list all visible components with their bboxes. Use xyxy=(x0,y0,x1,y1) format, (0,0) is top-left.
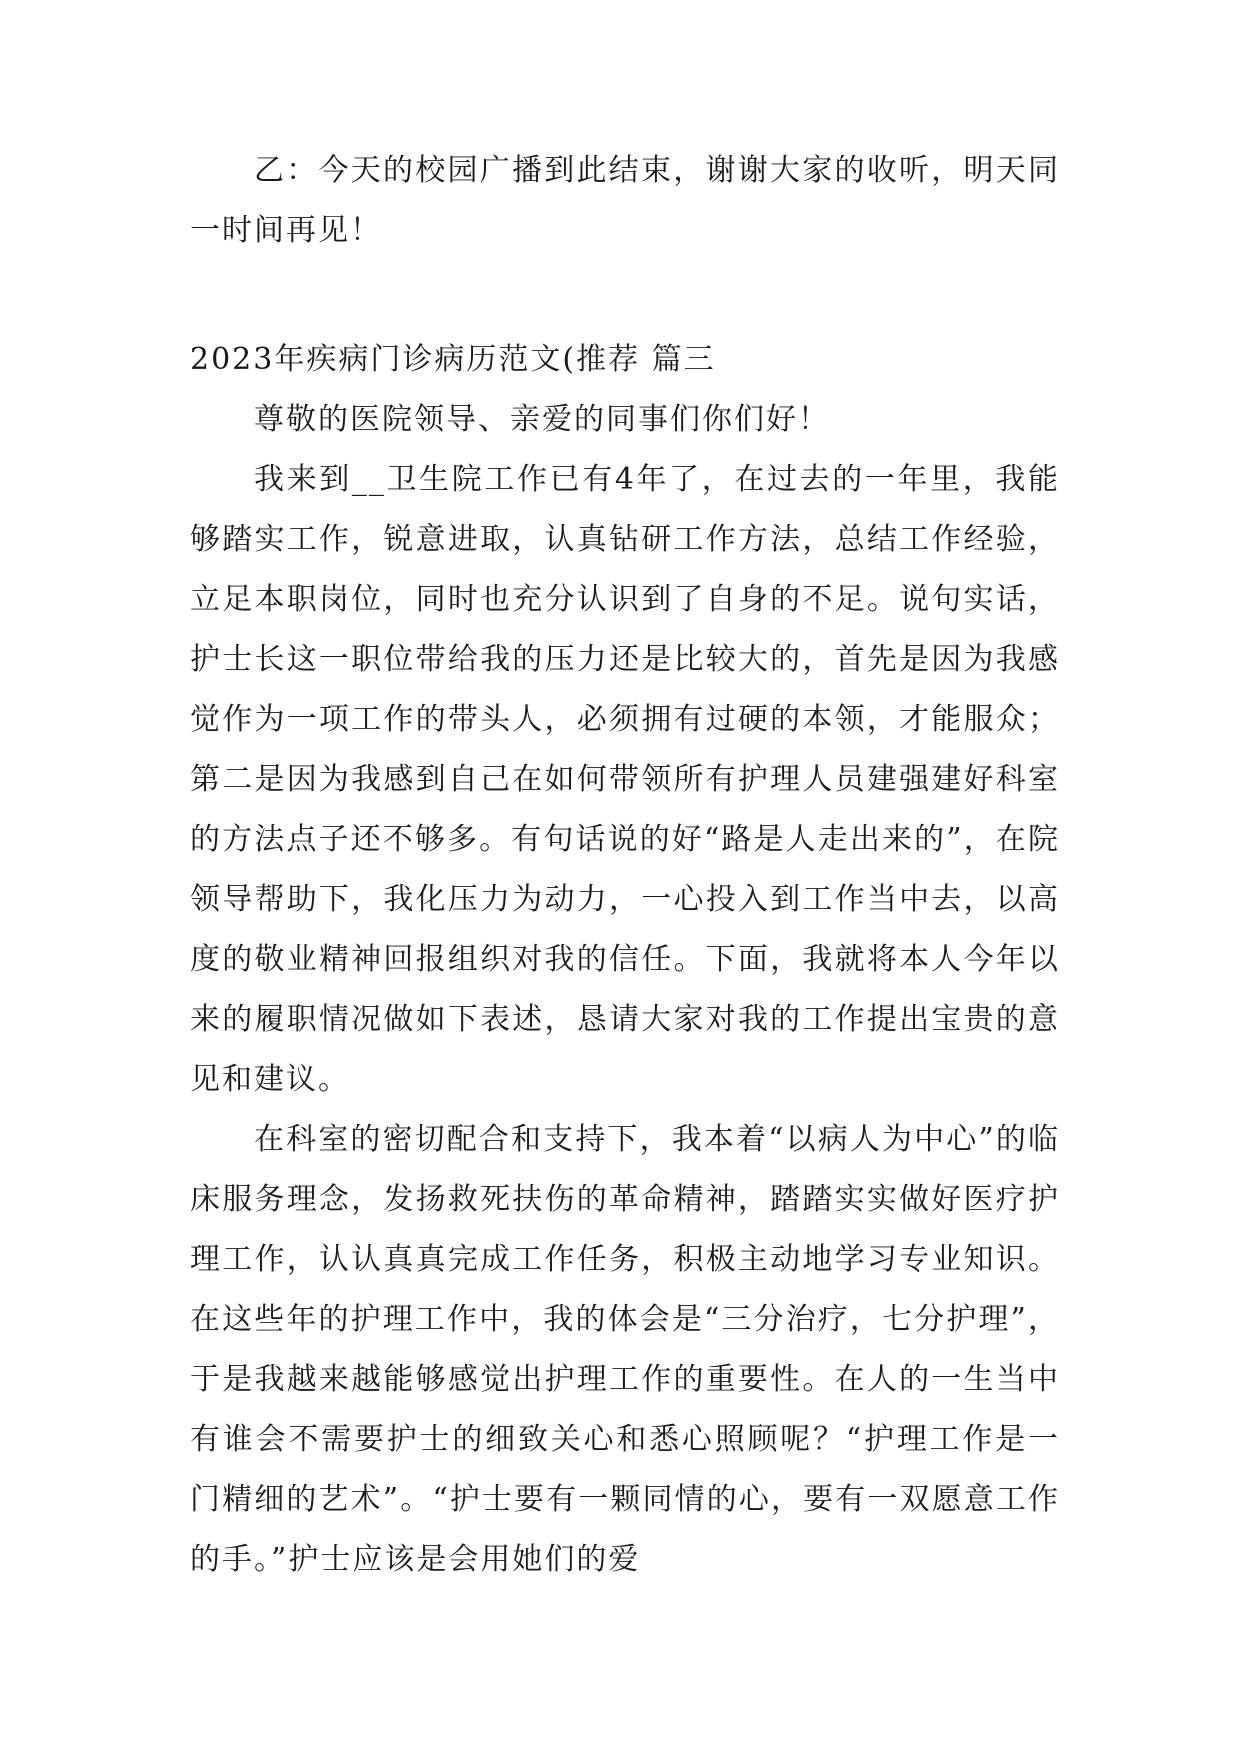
closing-paragraph: 乙：今天的校园广播到此结束，谢谢大家的收听，明天同一时间再见！ xyxy=(190,153,1060,248)
section-heading: 2023年疾病门诊病历范文(推荐 篇三 xyxy=(190,342,716,377)
greeting-paragraph: 尊敬的医院领导、亲爱的同事们你们好！ xyxy=(254,402,830,437)
body-paragraph-1: 我来到__卫生院工作已有4年了，在过去的一年里，我能够踏实工作，锐意进取，认真钻研工作方法，总结工作经验，立足本职岗位，同时也充分认识到了自身的不足。说句实话，护士长这一职位带给我的压力还是比较大的，首先是因为我感觉作为一项工作的带头人，必须拥有过硬的本领，才能服众；第二是因为我感到自己在如何带领所有护理人员建强建好科室的方法点子还不够多。有句话说的好“路是人走出来的”，在院领导帮助下，我化压力为动力，一心投入到工作当中去，以高度的敬业精神回报组织对我的信任。下面，我就将本人今年以来的履职情况做如下表述，恳请大家对我的工作提出宝贵的意见和建议。 xyxy=(190,462,1060,1097)
previous-section-closing xyxy=(190,141,1060,261)
section-three xyxy=(190,330,1060,1590)
body-paragraph-2: 在科室的密切配合和支持下，我本着“以病人为中心”的临床服务理念，发扬救死扶伤的革命精神，踏踏实实做好医疗护理工作，认认真真完成工作任务，积极主动地学习专业知识。 在这些年的护理工作中，我的体会是“三分治疗，七分护理”，于是我越来越能够感觉出护理工作的重要性。在人的一生当中有谁会不需要护士的细致关心和悉心照顾呢？“护理工作是一门精细的艺术”。“护士要有一颗同情的心，要有一双愿意工作的手。”护士应该是会用她们的爱 xyxy=(190,1122,1060,1577)
